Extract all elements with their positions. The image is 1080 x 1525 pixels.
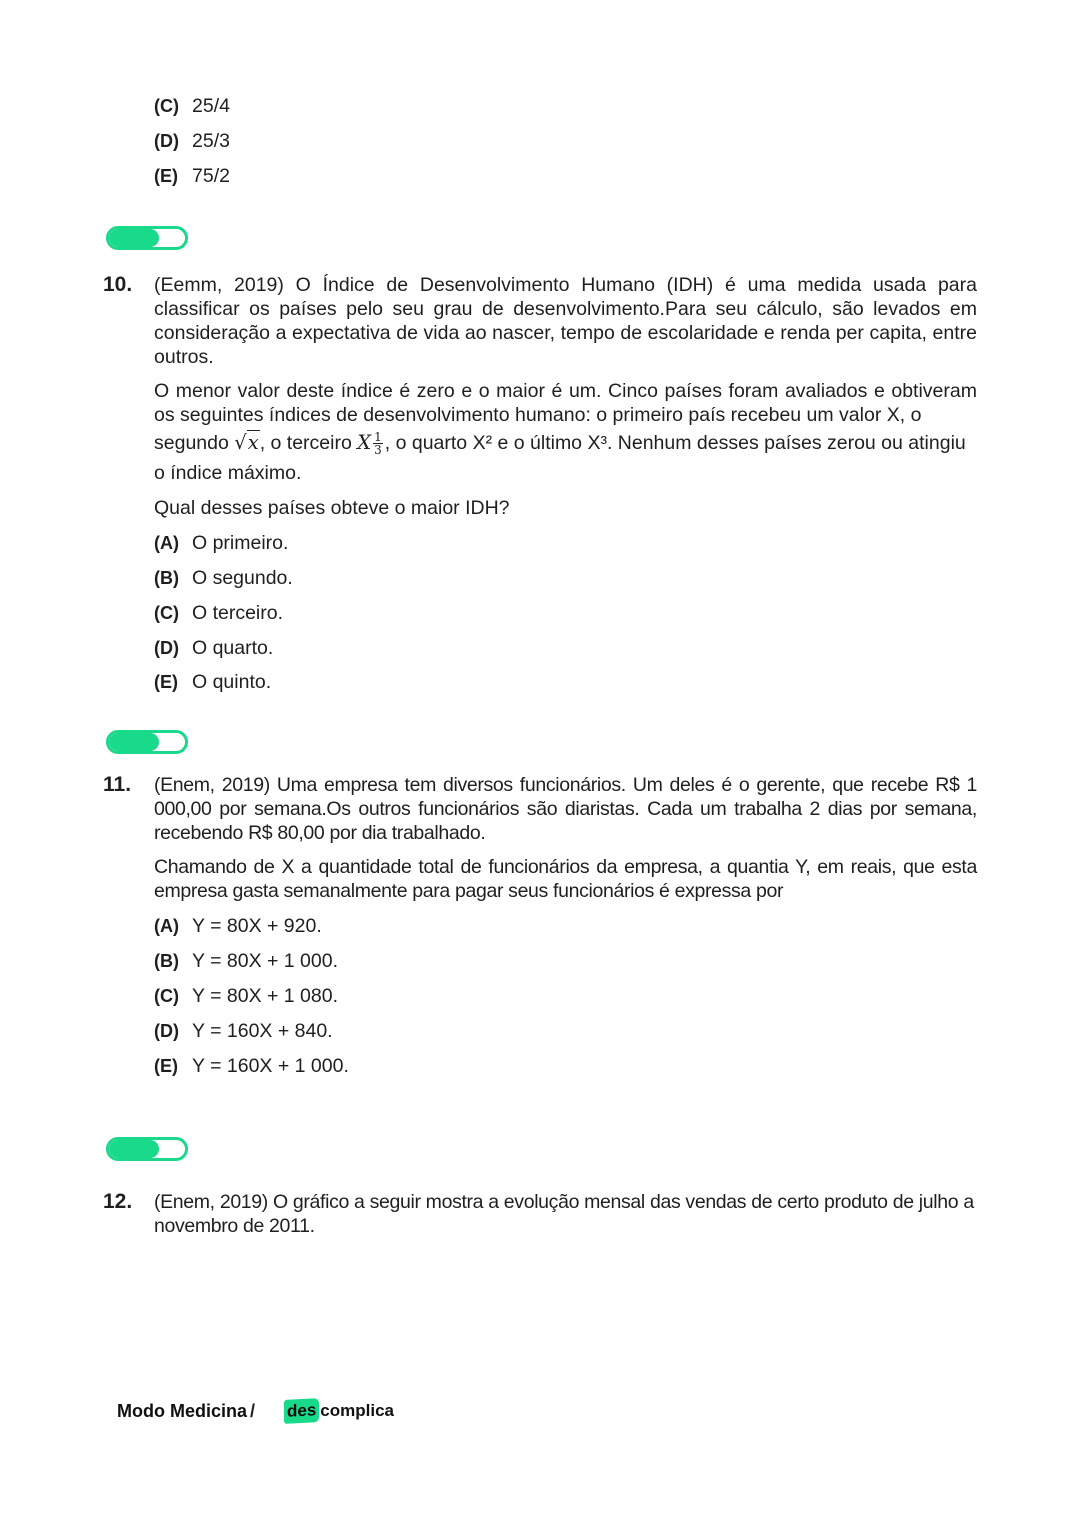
option-d: (D) O quarto. <box>154 637 274 659</box>
option-a: (A) O primeiro. <box>154 532 289 554</box>
question-12-statement: (Enem, 2019) O gráfico a seguir mostra a evolução mensal das vendas de certo produto de julho a novembro de 2011. <box>154 1191 974 1237</box>
sqrt-x: √x <box>234 431 259 454</box>
option-letter: (D) <box>154 131 179 151</box>
logo-part-des: des <box>284 1398 319 1424</box>
option-text: 25/3 <box>192 130 230 152</box>
question-10-math-line: segundo √x, o terceiro X $\frac{1}{3}$ , o quarto X² e o último X³. Nenhum desses países zerou ou atingiu <box>154 430 966 458</box>
option-letter: (C) <box>154 96 179 116</box>
option-d <box>154 129 230 153</box>
section-toggle-icon <box>106 1137 188 1161</box>
question-10-statement: (Eemm, 2019) O Índice de Desenvolvimento Humano (IDH) é uma medida usada para classificar os países pelo seu grau de desenvolvimento.Para seu cálculo, são levados em consideração a expectativa de vida ao nascer, tempo de escolaridade e renda per capita, entre outros. <box>154 274 977 368</box>
fraction-one-third: $\frac{1}{3}$ <box>374 430 382 458</box>
option-e <box>154 164 230 188</box>
question-10-math-tail: o índice máximo. <box>154 462 302 484</box>
question-number: 11. <box>103 773 132 796</box>
option-e: (E) Y = 160X + 1 000. <box>154 1055 349 1077</box>
descomplica-logo <box>284 1399 394 1423</box>
question-number: 12. <box>103 1190 133 1213</box>
option-c: (C) Y = 80X + 1 080. <box>154 985 339 1007</box>
question-10-prompt: Qual desses países obteve o maior IDH? <box>154 497 510 519</box>
question-11-prompt: Chamando de X a quantidade total de funcionários da empresa, a quantia Y, em reais, que esta empresa gasta semanalmente para pagar seus funcionários é expressa por <box>154 856 977 902</box>
option-a: (A) Y = 80X + 920. <box>154 915 322 937</box>
question-11-statement: (Enem, 2019) Uma empresa tem diversos funcionários. Um deles é o gerente, que recebe R$ 1 000,00 por semana.Os outros funcionários são diaristas. Cada um trabalha 2 dias por semana, recebendo R$ 80,00 por dia trabalhado. <box>154 774 977 844</box>
option-text: 75/2 <box>192 165 230 187</box>
question-number: 10. <box>103 273 133 296</box>
option-letter: (E) <box>154 166 178 186</box>
footer-title: Modo Medicina <box>117 1401 247 1421</box>
section-toggle-icon <box>106 730 188 754</box>
option-c: (C) O terceiro. <box>154 602 284 624</box>
section-toggle-icon <box>106 226 188 250</box>
option-text: 25/4 <box>192 95 230 117</box>
option-d: (D) Y = 160X + 840. <box>154 1020 333 1042</box>
option-e: (E) O quinto. <box>154 671 272 693</box>
question-10-context: O menor valor deste índice é zero e o maior é um. Cinco países foram avaliados e obtiveram os seguintes índices de desenvolvimento humano: o primeiro país recebeu um valor X, o <box>154 380 977 426</box>
footer-separator: / <box>250 1401 256 1421</box>
logo-part-complica: complica <box>320 1401 394 1420</box>
option-c <box>154 94 230 118</box>
option-b: (B) Y = 80X + 1 000. <box>154 950 339 972</box>
option-b: (B) O segundo. <box>154 567 293 589</box>
